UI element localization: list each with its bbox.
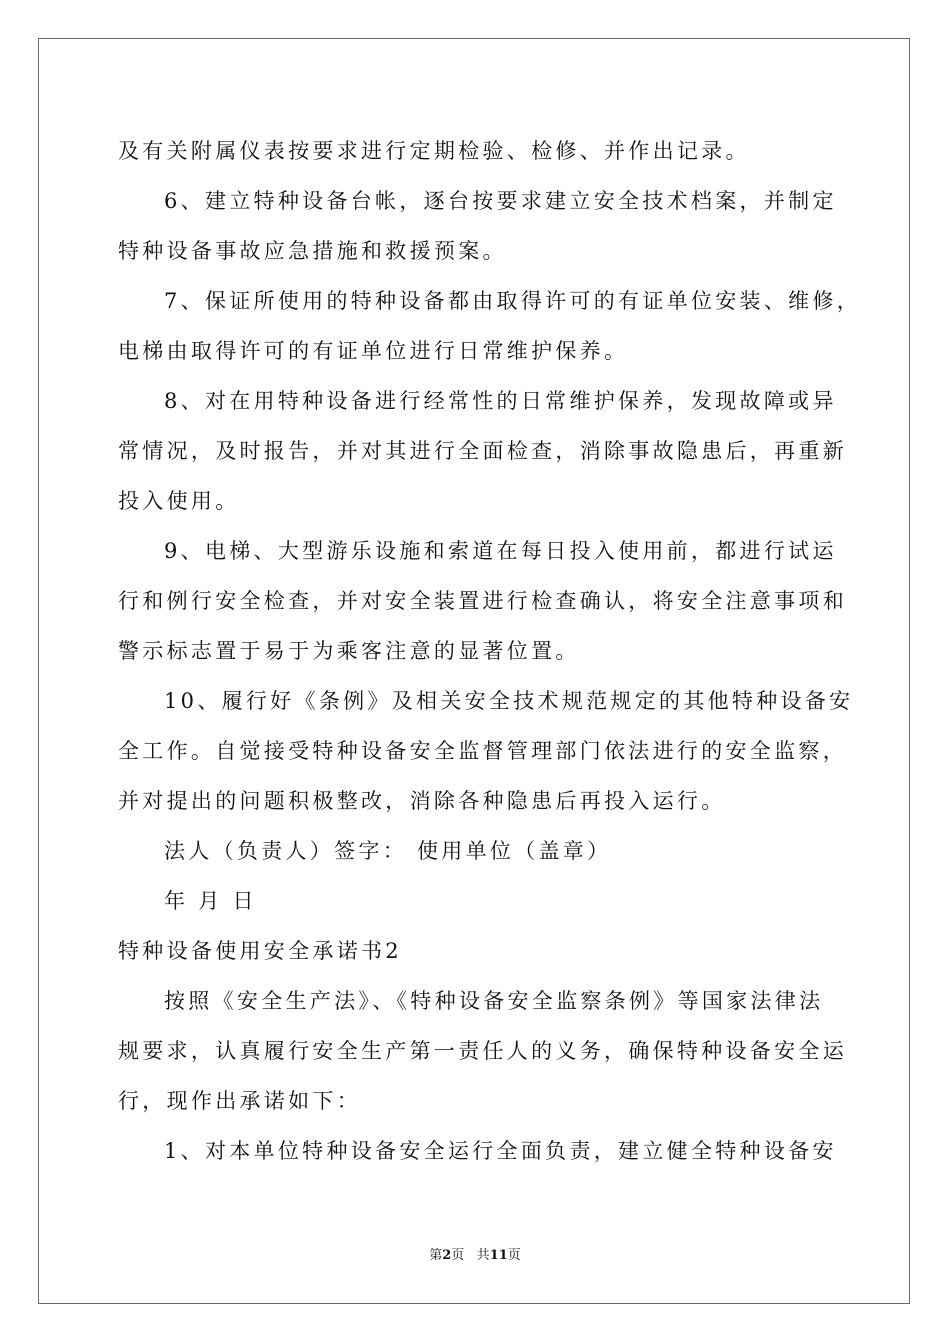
text-line: 常情况，及时报告，并对其进行全面检查，消除事故隐患后，再重新: [118, 439, 847, 463]
text-line: 9、电梯、大型游乐设施和索道在每日投入使用前，都进行试运: [164, 539, 837, 563]
footer-page-number: 2: [442, 1248, 452, 1263]
text-line: 电梯由取得许可的有证单位进行日常维护保养。: [118, 339, 629, 363]
text-line: 10、履行好《条例》及相关安全技术规范规定的其他特种设备安: [164, 689, 854, 713]
text-line: 行和例行安全检查，并对安全装置进行检查确认，将安全注意事项和: [118, 589, 847, 613]
text-line: 并对提出的问题积极整改，消除各种隐患后再投入运行。: [118, 789, 726, 813]
signature-line: 法人（负责人）签字： 使用单位（盖章）: [164, 839, 612, 863]
text-line: 按照《安全生产法》、《特种设备安全监察条例》等国家法律法: [164, 989, 824, 1013]
footer-total-pages: 11: [489, 1248, 508, 1263]
document-body: [118, 126, 862, 1176]
text-line: 投入使用。: [118, 489, 240, 513]
date-line: 年 月 日: [164, 889, 257, 913]
text-line: 1、对本单位特种设备安全运行全面负责，建立健全特种设备安: [164, 1139, 837, 1163]
text-line: 6、建立特种设备台帐，逐台按要求建立安全技术档案，并制定: [164, 189, 837, 213]
footer-total-prefix: 共: [476, 1248, 490, 1263]
text-line: 及有关附属仪表按要求进行定期检验、检修、并作出记录。: [118, 139, 750, 163]
page-footer: [0, 1244, 950, 1263]
section-title: 特种设备使用安全承诺书2: [118, 939, 402, 963]
text-line: 特种设备事故应急措施和救援预案。: [118, 239, 507, 263]
text-line: 规要求，认真履行安全生产第一责任人的义务，确保特种设备安全运: [118, 1039, 847, 1063]
text-line: 全工作。自觉接受特种设备安全监督管理部门依法进行的安全监察，: [118, 739, 847, 763]
text-line: 行，现作出承诺如下：: [118, 1089, 361, 1113]
text-line: 7、保证所使用的特种设备都由取得许可的有证单位安装、维修，: [164, 289, 862, 313]
text-line: 警示标志置于易于为乘客注意的显著位置。: [118, 639, 580, 663]
footer-total-suffix: 页: [507, 1248, 521, 1263]
footer-page-suffix: 页: [451, 1248, 465, 1263]
footer-prefix: 第: [429, 1248, 443, 1263]
text-line: 8、对在用特种设备进行经常性的日常维护保养，发现故障或异: [164, 389, 837, 413]
